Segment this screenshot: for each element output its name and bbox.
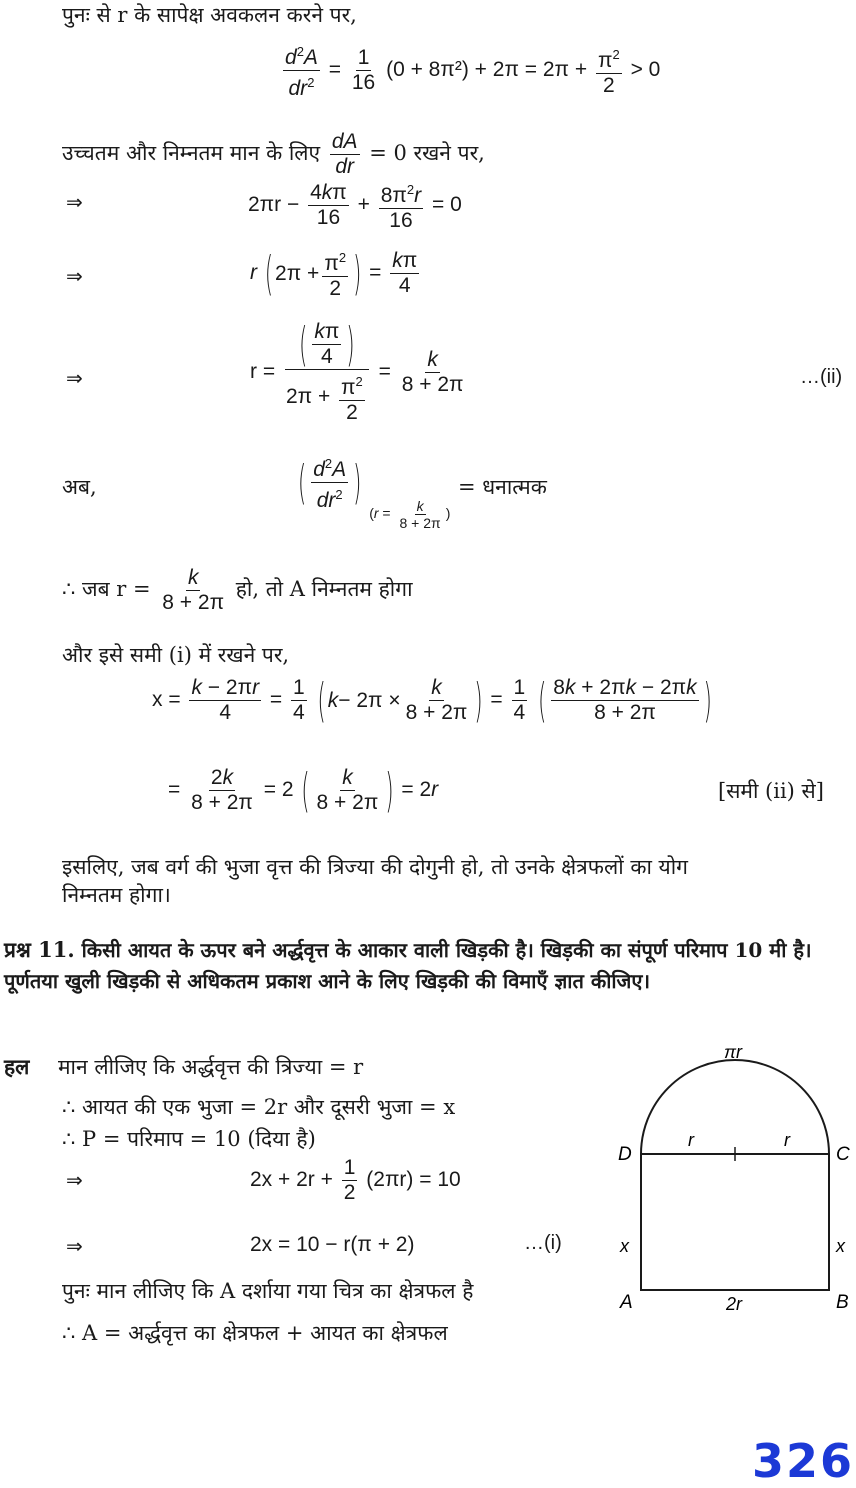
vertex-c: C bbox=[836, 1144, 850, 1165]
equation-tag-i: …(i) bbox=[524, 1232, 562, 1254]
question-label: प्रश्न 11. bbox=[4, 937, 75, 962]
vertex-b: B bbox=[836, 1292, 849, 1313]
question-text: किसी आयत के ऊपर बने अर्द्धवृत्त के आकार वाली खिड़की है। खिड़की का संपूर्ण परिमाप 10 मी है। पूर्णतया खुली खिड़की से अधिकतम प्रकाश आने के लिए खिड़की की विमाएँ ज्ञात कीजिए। bbox=[4, 938, 812, 993]
implies-icon: ⇒ bbox=[66, 264, 83, 288]
vertex-a: A bbox=[620, 1292, 633, 1313]
equation-perimeter: 2x + 2r + $\frac{1}{2}$ (2πr) = 10 bbox=[250, 1156, 461, 1204]
text-conclusion-2: निम्नतम होगा। bbox=[62, 883, 171, 907]
vertex-d: D bbox=[618, 1144, 632, 1165]
equation-x-simplified: = $\frac{2k}{8 + 2\pi}$ = 2 ( $\frac{k}{8 + 2\pi}$ ) = 2r bbox=[168, 764, 439, 817]
text-substitute: और इसे समी (i) में रखने पर, bbox=[62, 643, 290, 667]
implies-icon: ⇒ bbox=[66, 190, 83, 214]
equation-rhs: (0 + 8π²) + 2π = 2π + bbox=[386, 58, 588, 82]
equation-tail: > 0 bbox=[630, 58, 661, 82]
implies-icon: ⇒ bbox=[66, 1168, 83, 1192]
text-positive: = धनात्मक bbox=[458, 475, 547, 499]
window-figure bbox=[604, 1036, 856, 1326]
equation-r-value: r = ( $\frac{k\pi}{4}$ ) 2π + $\frac{\pi^2}{2}$ = $\frac{k}{8 + 2\pi}$ bbox=[250, 318, 464, 424]
side-label-left: x bbox=[620, 1236, 629, 1256]
solution-line-6: पुनः मान लीजिए कि A दर्शाया गया चित्र का क्षेत्रफल है bbox=[62, 1279, 474, 1303]
equation-second-derivative: $\frac{d^2A}{dr^2}$ = $\frac{1}{16}$ (0 + 8π²) + 2π = 2π + $\frac{\pi^2}{2}$ > 0 bbox=[280, 40, 660, 101]
equation-factored: r ( 2π + $\frac{\pi^2}{2}$ ) = $\frac{k\pi}{4}$ bbox=[250, 247, 418, 300]
solution-line-2: ∴ आयत की एक भुजा = 2r और दूसरी भुजा = x bbox=[62, 1095, 456, 1119]
equation-tag-ii: …(ii) bbox=[800, 366, 843, 388]
implies-icon: ⇒ bbox=[66, 1234, 83, 1258]
solution-line-1: मान लीजिए कि अर्द्धवृत्त की त्रिज्या = r bbox=[58, 1055, 364, 1079]
solution-line-3: ∴ P = परिमाप = 10 (दिया है) bbox=[62, 1127, 316, 1151]
radius-label-left: r bbox=[688, 1130, 694, 1150]
text-line-1: पुनः से r के सापेक्ष अवकलन करने पर, bbox=[62, 3, 357, 27]
rectangle-shape bbox=[641, 1154, 829, 1290]
arc-label: πr bbox=[724, 1042, 743, 1062]
reference-eq-ii: [समी (ii) से] bbox=[718, 779, 824, 803]
text-line-extrema: उच्चतम और निम्नतम मान के लिए $\frac{dA}{dr}$ = 0 रखने पर, bbox=[62, 130, 485, 178]
page-number: 326 bbox=[751, 1434, 854, 1488]
implies-icon: ⇒ bbox=[66, 366, 83, 390]
solution-label: हल bbox=[4, 1054, 30, 1079]
side-label-right: x bbox=[836, 1236, 845, 1256]
text-jab: ∴ जब r = $\frac{k}{8 + 2\pi}$ हो, तो A निम्नतम होगा bbox=[62, 566, 413, 614]
radius-label-right: r bbox=[784, 1130, 790, 1150]
equation-2x: 2x = 10 − r(π + 2) bbox=[250, 1233, 415, 1256]
equation-x-value: x = $\frac{k - 2\pi r}{4}$ = $\frac{1}{4}$ ( k − 2π × $\frac{k}{8 + 2\pi}$ ) = $\frac{1}{4}$ ( $\frac{8k + 2\pi k - 2\pi k}{8 + 2\pi}$ ) bbox=[152, 674, 712, 727]
question-11 bbox=[4, 934, 852, 997]
equation-second-derivative-at-r: ( $\frac{d^2A}{dr^2}$ ) (r = $\frac{k}{8 + 2\pi}$ ) bbox=[296, 452, 450, 531]
equation-derivative-zero: 2πr − $\frac{4k\pi}{16}$ + $\frac{8\pi^2r}{16}$ = 0 bbox=[248, 178, 462, 233]
text-ab: अब, bbox=[62, 475, 97, 499]
base-label: 2r bbox=[726, 1294, 743, 1314]
text-conclusion-1: इसलिए, जब वर्ग की भुजा वृत्त की त्रिज्या की दोगुनी हो, तो उनके क्षेत्रफलों का योग bbox=[62, 855, 689, 879]
semicircle-arc bbox=[641, 1060, 829, 1154]
solution-line-7: ∴ A = अर्द्धवृत्त का क्षेत्रफल + आयत का क्षेत्रफल bbox=[62, 1321, 448, 1345]
